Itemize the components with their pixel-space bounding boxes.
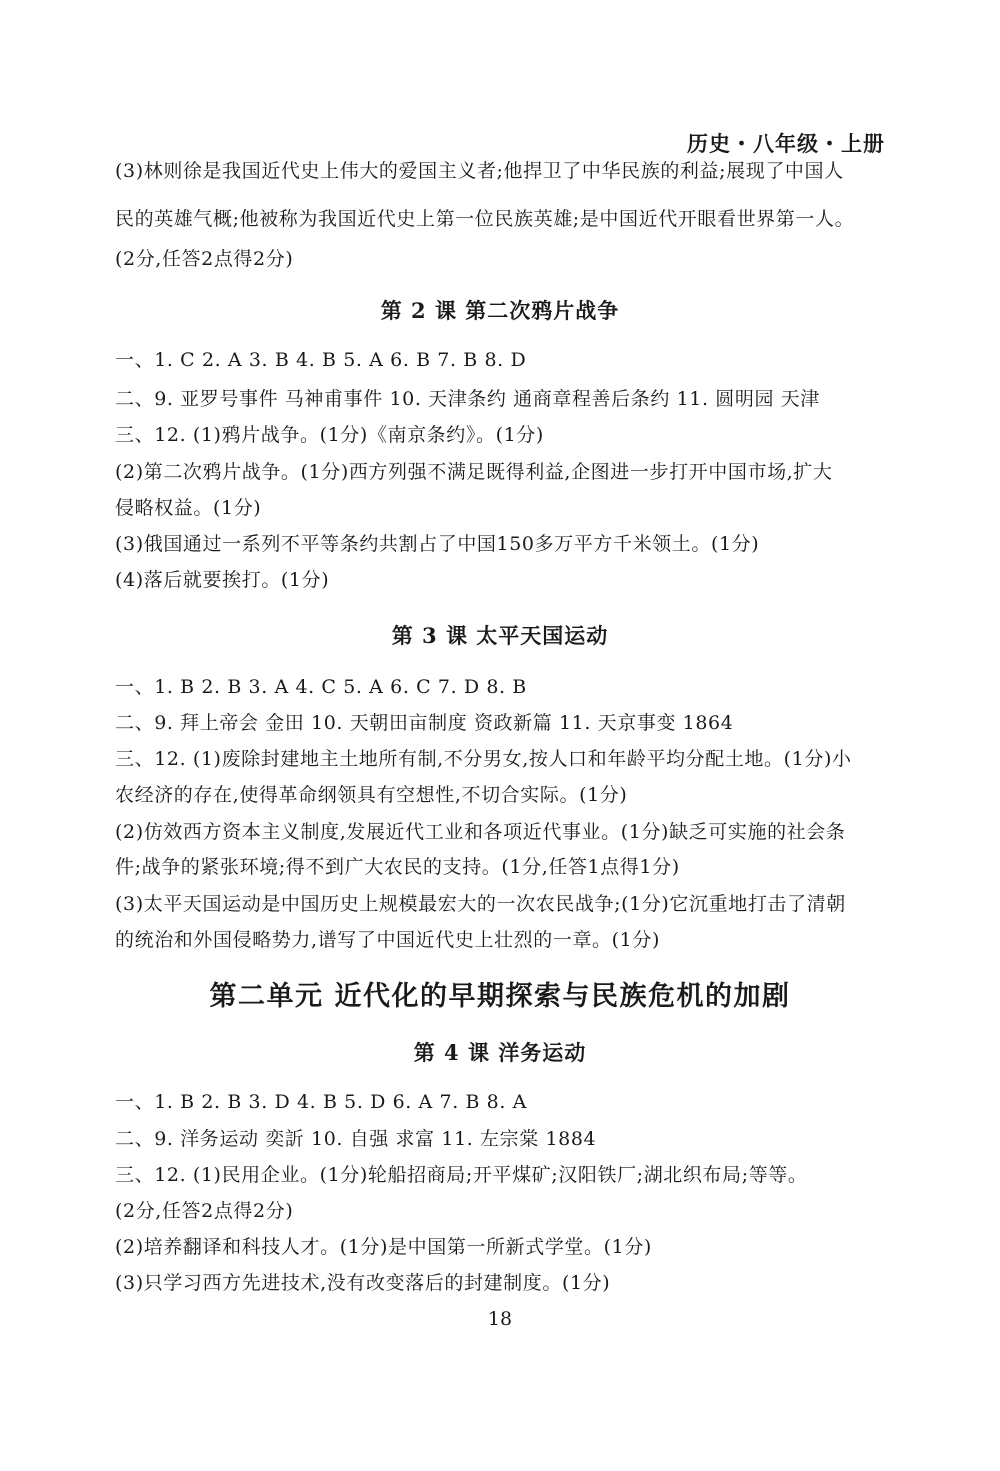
lesson-4-line: 三、12. (1)民用企业。(1分)轮船招商局;开平煤矿;汉阳铁厂;湖北织布局;等等。: [115, 1164, 808, 1186]
lesson-2-line: 二、9. 亚罗号事件 马神甫事件 10. 天津条约 通商章程善后条约 11. 圆明园 天津: [115, 388, 820, 410]
lesson-3-line: 的统治和外国侵略势力,谱写了中国近代史上壮烈的一章。(1分): [115, 929, 660, 951]
lesson-3-title: 第 3 课 太平天国运动: [391, 623, 609, 648]
lesson-3-line: (2)仿效西方资本主义制度,发展近代工业和各项近代事业。(1分)缺乏可实施的社会条: [115, 821, 846, 843]
page-number: 18: [487, 1308, 513, 1330]
lesson-2-line: (2)第二次鸦片战争。(1分)西方列强不满足既得利益,企图进一步打开中国市场,扩大: [115, 461, 833, 483]
unit-2-title: 第二单元 近代化的早期探索与民族危机的加剧: [209, 981, 791, 1012]
intro-line-2: 民的英雄气概;他被称为我国近代史上第一位民族英雄;是中国近代开眼看世界第一人。: [115, 208, 855, 230]
lesson-4-line: (2)培养翻译和科技人才。(1分)是中国第一所新式学堂。(1分): [115, 1236, 652, 1258]
lesson-2-line: 侵略权益。(1分): [115, 497, 262, 519]
intro-line-1: (3)林则徐是我国近代史上伟大的爱国主义者;他捍卫了中华民族的利益;展现了中国人: [115, 160, 844, 182]
lesson-2-line: (4)落后就要挨打。(1分): [115, 569, 330, 591]
lesson-4-line: (3)只学习西方先进技术,没有改变落后的封建制度。(1分): [115, 1272, 611, 1294]
lesson-4-line: 二、9. 洋务运动 奕訢 10. 自强 求富 11. 左宗棠 1884: [115, 1128, 597, 1150]
lesson-3-line: 三、12. (1)废除封建地主土地所有制,不分男女,按人口和年龄平均分配土地。(1分)小: [115, 748, 852, 770]
running-head: 历史・八年级・上册: [687, 131, 885, 156]
lesson-2-line: 三、12. (1)鸦片战争。(1分)《南京条约》。(1分): [115, 424, 544, 446]
lesson-4-line: (2分,任答2点得2分): [115, 1200, 294, 1222]
lesson-3-line: 一、1. B 2. B 3. A 4. C 5. A 6. C 7. D 8. B: [115, 676, 527, 698]
lesson-2-line: 一、1. C 2. A 3. B 4. B 5. A 6. B 7. B 8. D: [115, 349, 527, 371]
intro-line-3: (2分,任答2点得2分): [115, 248, 294, 270]
lesson-4-title: 第 4 课 洋务运动: [413, 1040, 587, 1065]
lesson-3-line: (3)太平天国运动是中国历史上规模最宏大的一次农民战争;(1分)它沉重地打击了清朝: [115, 893, 846, 915]
lesson-3-line: 农经济的存在,使得革命纲领具有空想性,不切合实际。(1分): [115, 784, 628, 806]
lesson-2-title: 第 2 课 第二次鸦片战争: [380, 298, 620, 323]
lesson-3-line: 件;战争的紧张环境;得不到广大农民的支持。(1分,任答1点得1分): [115, 856, 680, 878]
lesson-3-line: 二、9. 拜上帝会 金田 10. 天朝田亩制度 资政新篇 11. 天京事变 1864: [115, 712, 734, 734]
lesson-2-line: (3)俄国通过一系列不平等条约共割占了中国150多万平方千米领土。(1分): [115, 533, 760, 555]
lesson-4-line: 一、1. B 2. B 3. D 4. B 5. D 6. A 7. B 8. A: [115, 1091, 527, 1113]
